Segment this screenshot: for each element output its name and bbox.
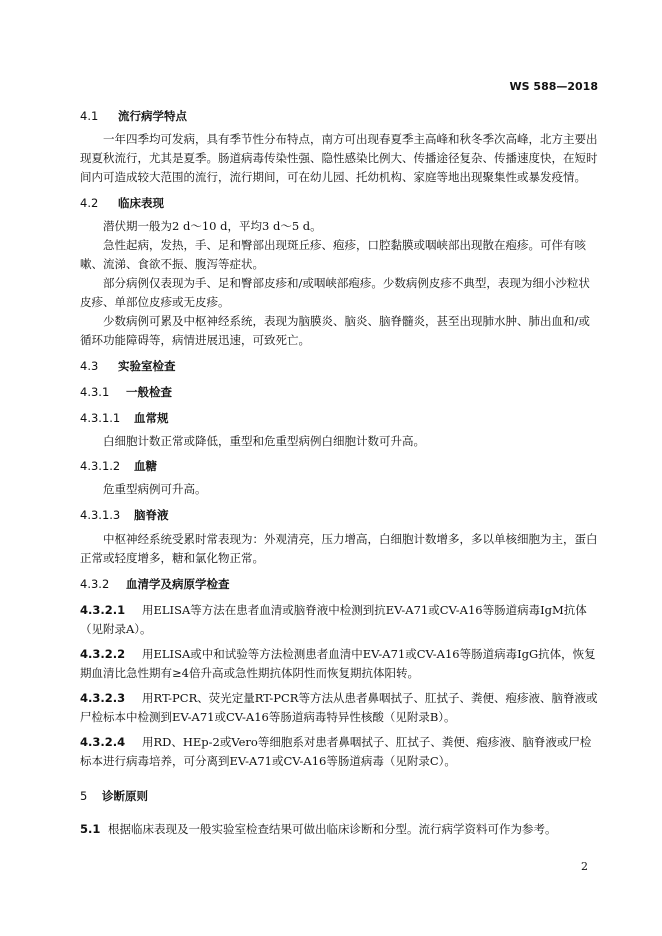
section-number: 4.3.1.2 [80, 459, 121, 473]
item-5-1 [80, 820, 600, 839]
section-4-3-1-heading [80, 383, 600, 402]
item-4-3-2-4 [80, 733, 600, 771]
blood-routine-paragraph: 白细胞计数正常或降低，重型和危重型病例白细胞计数可升高。 [103, 434, 425, 448]
section-title: 血糖 [134, 459, 157, 473]
section-4-3-1-2-heading [80, 457, 600, 476]
page-number: 2 [581, 860, 588, 873]
section-4-3-heading [80, 357, 600, 376]
section-title: 血清学及病原学检查 [126, 577, 230, 591]
item-text: 用ELISA或中和试验等方法检测患者血清中EV-A71或CV-A16等肠道病毒IgG抗体，恢复期血清比急性期有≥4倍升高或急性期抗体阴性而恢复期抗体阳转。 [80, 647, 596, 680]
item-number: 4.3.2.3 [80, 691, 126, 705]
section-title: 血常规 [134, 411, 169, 425]
csf-paragraph: 中枢神经系统受累时常表现为：外观清亮，压力增高，白细胞计数增多，多以单核细胞为主，蛋白正常或轻度增多，糖和氯化物正常。 [80, 532, 598, 565]
section-number: 4.3 [80, 359, 99, 373]
onset-paragraph: 急性起病，发热，手、足和臀部出现斑丘疹、疱疹，口腔黏膜或咽峡部出现散在疱疹。可伴有咳嗽、流涕、食欲不振、腹泻等症状。 [80, 238, 586, 271]
section-number: 4.3.1 [80, 385, 110, 399]
item-text: 根据临床表现及一般实验室检查结果可做出临床诊断和分型。流行病学资料可作为参考。 [108, 822, 557, 836]
standard-number: WS 588—2018 [509, 80, 598, 93]
section-number: 4.1 [80, 109, 99, 123]
item-number: 4.3.2.1 [80, 603, 126, 617]
incubation-paragraph: 潜伏期一般为2 d～10 d，平均3 d～5 d。 [103, 219, 322, 233]
section-title: 脑脊液 [134, 508, 169, 522]
item-number: 5.1 [80, 822, 101, 836]
section-4-1-paragraph: 一年四季均可发病，具有季节性分布特点，南方可出现春夏季主高峰和秋冬季次高峰，北方主要出现夏秋流行，尤其是夏季。肠道病毒传染性强、隐性感染比例大、传播途径复杂、传播速度快，在短时间内可造成较大范围的流行，流行期间，可在幼儿园、托幼机构、家庭等地出现聚集性或暴发疫情。 [80, 132, 598, 184]
section-title: 实验室检查 [118, 359, 176, 373]
section-4-3-2-heading [80, 575, 600, 594]
section-5-heading [80, 787, 600, 806]
section-4-3-1-3-heading [80, 506, 600, 525]
item-4-3-2-1 [80, 601, 600, 639]
item-text: 用ELISA等方法在患者血清或脑脊液中检测到抗EV-A71或CV-A16等肠道病毒IgM抗体（见附录A）。 [80, 603, 587, 636]
section-number: 4.3.1.3 [80, 508, 121, 522]
blood-glucose-paragraph: 危重型病例可升高。 [103, 482, 207, 496]
section-4-3-1-1-heading [80, 409, 600, 428]
section-4-2-heading [80, 194, 600, 213]
cns-paragraph: 少数病例可累及中枢神经系统，表现为脑膜炎、脑炎、脑脊髓炎，甚至出现肺水肿、肺出血和/或循环功能障碍等，病情进展迅速，可致死亡。 [80, 314, 590, 347]
section-4-1-heading [80, 107, 600, 126]
section-number: 5 [80, 789, 88, 803]
rash-paragraph: 部分病例仅表现为手、足和臀部皮疹和/或咽峡部疱疹。少数病例皮疹不典型，表现为细小沙粒状皮疹、单部位皮疹或无皮疹。 [80, 276, 590, 309]
section-title: 诊断原则 [102, 789, 148, 803]
section-title: 一般检查 [126, 385, 172, 399]
section-number: 4.3.1.1 [80, 411, 121, 425]
section-title: 流行病学特点 [118, 109, 187, 123]
section-number: 4.3.2 [80, 577, 110, 591]
item-4-3-2-3 [80, 689, 600, 727]
item-text: 用RD、HEp-2或Vero等细胞系对患者鼻咽拭子、肛拭子、粪便、疱疹液、脑脊液或尸检标本进行病毒培养，可分离到EV-A71或CV-A16等肠道病毒（见附录C）。 [80, 735, 592, 768]
item-number: 4.3.2.4 [80, 735, 126, 749]
item-4-3-2-2 [80, 645, 600, 683]
section-title: 临床表现 [118, 196, 164, 210]
section-number: 4.2 [80, 196, 99, 210]
item-number: 4.3.2.2 [80, 647, 126, 661]
item-text: 用RT-PCR、荧光定量RT-PCR等方法从患者鼻咽拭子、肛拭子、粪便、疱疹液、脑脊液或尸检标本中检测到EV-A71或CV-A16等肠道病毒特异性核酸（见附录B）。 [80, 691, 598, 724]
